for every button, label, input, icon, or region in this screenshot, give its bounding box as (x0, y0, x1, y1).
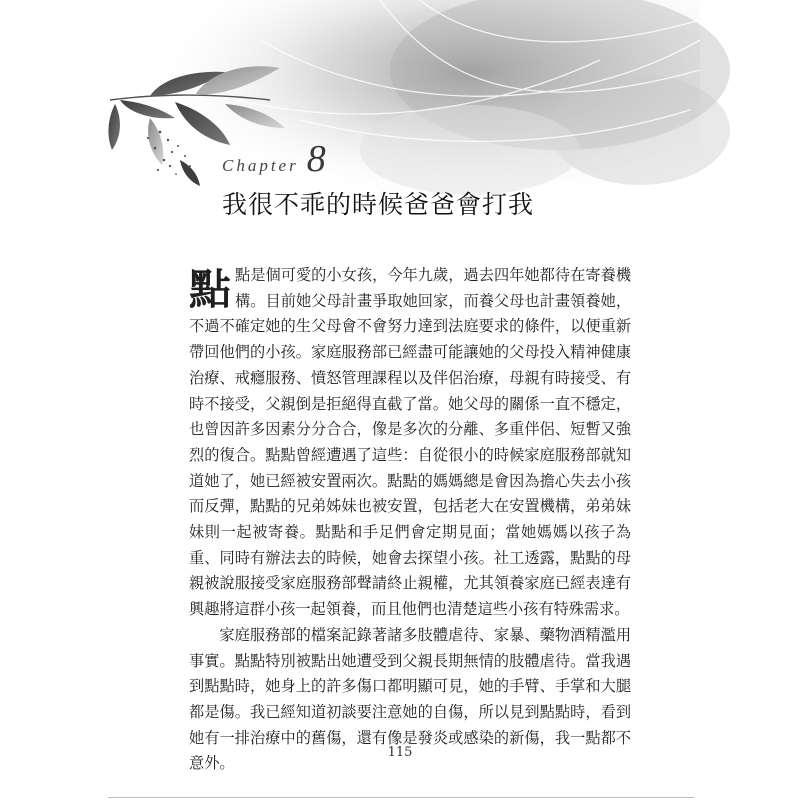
drop-cap: 點 (189, 265, 232, 314)
body-text (189, 263, 631, 777)
page-number: 115 (387, 745, 413, 760)
chapter-label: Chapter (222, 156, 299, 175)
chapter-heading (222, 138, 326, 180)
chapter-title: 我很不乖的時候爸爸會打我 (222, 190, 535, 219)
paragraph-1 (189, 263, 631, 623)
paragraph-1-text: 點是個可愛的小女孩，今年九歲，過去四年她都待在寄養機構。目前她父母計畫爭取她回家，而養父母也計畫領養她，不過不確定她的生父母會不會努力達到法庭要求的條件，以便重新帶回他們的小孩。家庭服務部已經盡可能讓她的父母投入精神健康治療、戒癮服務、憤怒管理課程以及伴侶治療，母親有時接受、有時不接受，父親倒是拒絕得直截了當。她父母的關係一直不穩定，也曾因許多因素分分合合，像是多次的分離、多重伴侶、短暫又強烈的復合。點點曾經遭遇了這些：自從很小的時候家庭服務部就知道她了，她已經被安置兩次。點點的媽媽總是會因為擔心失去小孩而反彈，點點的兄弟姊妹也被安置，包括老大在安置機構，弟弟妹妹則一起被寄養。點點和手足們會定期見面；當她媽媽以孩子為重、同時有辦法去的時候，她會去探望小孩。社工透露，點點的母親被說服接受家庭服務部聲請終止親權，尤其領養家庭已經表達有興趣將這群小孩一起領養，而且他們也清楚這些小孩有特殊需求。 (189, 266, 631, 619)
chapter-number: 8 (306, 138, 326, 180)
paragraph-2: 家庭服務部的檔案記錄著諸多肢體虐待、家暴、藥物酒精濫用事實。點點特別被點出她遭受到父親長期無情的肢體虐待。當我遇到點點時，她身上的許多傷口都明顯可見，她的手臂、手掌和大腿都是傷。我已經知道初談要注意她的自傷，所以見到點點時，看到她有一排治療中的舊傷，還有像是發炎或感染的新傷，我一點都不意外。 (189, 625, 631, 773)
bottom-divider (108, 797, 694, 798)
